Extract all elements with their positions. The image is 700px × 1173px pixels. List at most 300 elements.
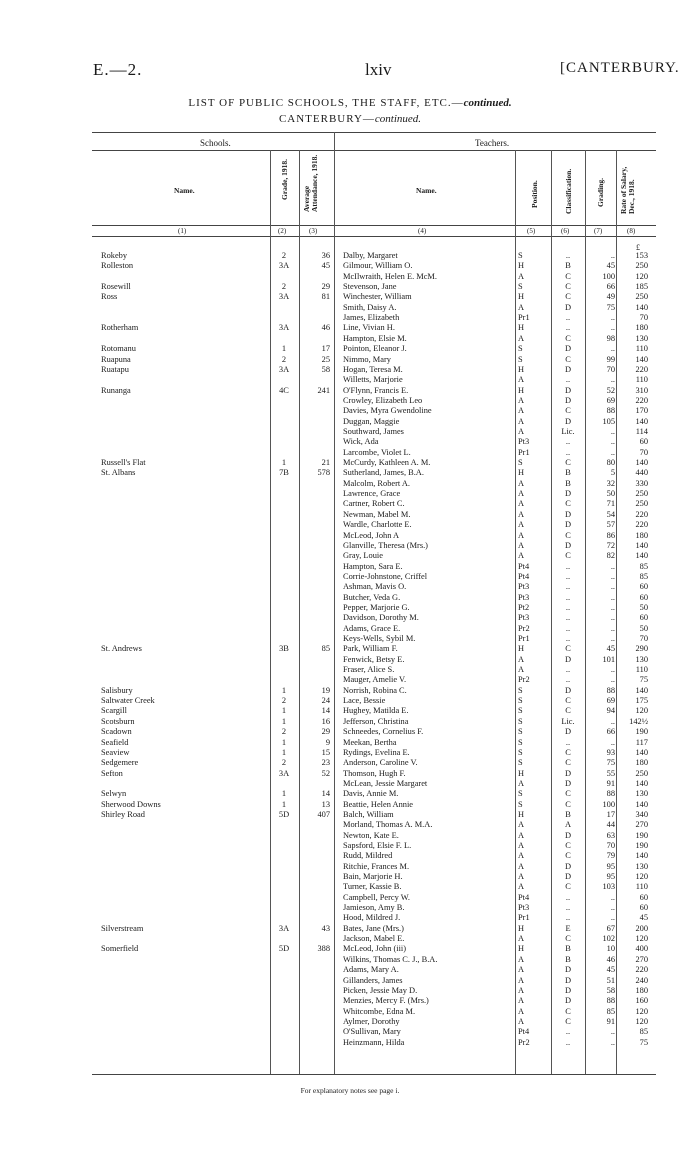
teacher-name: Sutherland, James, B.A. [343, 468, 424, 478]
salary-cell: 220 [635, 520, 648, 530]
classification-cell: E [565, 923, 571, 933]
table-row [0, 624, 700, 634]
table-row [0, 675, 700, 685]
teacher-name: Jackson, Mabel E. [343, 934, 405, 944]
grading-cell: 88 [606, 789, 615, 799]
classification-cell: .. [565, 592, 571, 602]
grading-cell: .. [610, 323, 615, 333]
teacher-name: McLeod, John (iii) [343, 944, 407, 954]
table-row [0, 334, 700, 344]
salary-cell: 160 [635, 996, 648, 1006]
grading-cell: .. [610, 613, 615, 623]
grading-cell: .. [610, 903, 615, 912]
classification-cell: D [564, 872, 572, 881]
table-row [0, 292, 700, 302]
salary-cell: 140 [635, 302, 648, 312]
classification-cell: D [564, 727, 572, 737]
table-row [0, 924, 700, 934]
table-row [0, 944, 700, 954]
teacher-name: Ashman, Mavis O. [343, 582, 407, 592]
school-name: Saltwater Creek [101, 696, 155, 705]
salary-cell: 140 [635, 354, 648, 364]
grading-cell: 66 [606, 282, 615, 292]
grading-cell: .. [610, 716, 615, 726]
table-row [0, 458, 700, 468]
teacher-name: Adams, Grace E. [343, 623, 401, 633]
classification-cell: B [565, 478, 571, 488]
salary-cell: 270 [635, 820, 648, 830]
classification-cell: C [565, 530, 571, 540]
table-row [0, 851, 700, 861]
position-cell: Pr1 [518, 634, 530, 643]
grade-cell: 1 [281, 799, 287, 809]
salary-cell: 130 [635, 789, 648, 799]
teacher-name: Aylmer, Dorothy [343, 1016, 400, 1026]
classification-cell: C [565, 333, 571, 343]
colnum-8: (8) [627, 227, 636, 235]
school-name: Runanga [101, 385, 131, 395]
salary-cell: 85 [639, 571, 648, 581]
position-cell: A [518, 478, 525, 488]
grading-cell: 10 [606, 944, 615, 954]
table-row [0, 800, 700, 810]
position-cell: H [518, 292, 525, 302]
position-cell: Pr2 [518, 623, 530, 633]
classification-cell: C [565, 458, 571, 467]
grading-cell: 93 [606, 747, 615, 757]
table-row [0, 644, 700, 654]
salary-cell: 120 [635, 706, 648, 716]
teacher-name: Nimmo, Mary [343, 354, 391, 364]
classification-cell: .. [565, 613, 571, 623]
position-cell: H [518, 468, 525, 478]
grading-cell: .. [610, 665, 615, 674]
grade-cell: 3A [278, 292, 290, 302]
teacher-name: Balch, William [343, 809, 394, 819]
grade-cell: 3A [278, 364, 290, 374]
grading-cell: 17 [606, 809, 615, 819]
teacher-name: Menzies, Mercy F. (Mrs.) [343, 996, 429, 1006]
classification-cell: .. [565, 903, 571, 912]
grading-cell: .. [610, 447, 615, 457]
col-salary [620, 154, 636, 214]
grading-cell: 75 [606, 758, 615, 768]
grading-cell: .. [610, 913, 615, 923]
salary-cell: 130 [635, 654, 648, 664]
table-row [0, 727, 700, 737]
salary-cell: 130 [635, 333, 648, 343]
attendance-cell: 17 [321, 344, 330, 354]
teacher-name: McLeod, John A [343, 530, 400, 540]
grade-cell: 2 [281, 354, 287, 364]
table-row [0, 593, 700, 603]
salary-cell: 290 [635, 644, 648, 654]
teacher-name: James, Elizabeth [343, 313, 400, 323]
classification-cell: .. [565, 675, 571, 685]
teacher-name: Lawrence, Grace [343, 489, 401, 498]
position-cell: Pr1 [518, 447, 530, 457]
teacher-name: Mauger, Amelie V. [343, 675, 407, 685]
teacher-name: Line, Vivian H. [343, 323, 395, 333]
salary-cell: 220 [635, 509, 648, 519]
attendance-cell: 85 [321, 644, 330, 654]
teacher-name: Hampton, Elsie M. [343, 333, 407, 343]
grading-cell: 46 [606, 954, 615, 964]
classification-cell: C [565, 354, 571, 364]
grading-cell: 58 [606, 985, 615, 995]
classification-cell: B [565, 944, 571, 954]
teacher-name: Fenwick, Betsy E. [343, 654, 405, 664]
salary-cell: 142½ [629, 716, 648, 726]
classification-cell: D [564, 302, 572, 312]
classification-cell: D [564, 395, 572, 405]
classification-cell: .. [565, 313, 571, 323]
salary-cell: 250 [635, 499, 648, 509]
classification-cell: C [565, 851, 571, 861]
table-row [0, 655, 700, 665]
position-cell: H [518, 944, 525, 954]
salary-cell: 140 [635, 458, 648, 467]
table-row [0, 976, 700, 986]
teacher-name: Lace, Bessie [343, 696, 386, 705]
table-row [0, 748, 700, 758]
grading-cell: 95 [606, 861, 615, 871]
table-row [0, 479, 700, 489]
table-row [0, 510, 700, 520]
salary-cell: 85 [639, 561, 648, 571]
classification-cell: .. [565, 375, 571, 385]
table-row [0, 541, 700, 551]
teacher-name: Gilmour, William O. [343, 261, 413, 271]
teacher-name: Gillanders, James [343, 975, 403, 985]
position-cell: A [518, 654, 525, 664]
grade-cell: 3A [278, 261, 290, 271]
position-cell: H [518, 323, 525, 333]
salary-cell: 330 [635, 478, 648, 488]
position-cell: S [518, 251, 523, 260]
classification-cell: .. [565, 737, 571, 747]
colnum-7: (7) [594, 227, 603, 235]
grading-cell: 98 [606, 333, 615, 343]
classification-cell: C [565, 747, 571, 757]
school-name: St. Albans [101, 468, 136, 478]
salary-cell: 180 [635, 758, 648, 768]
attendance-cell: 388 [317, 944, 330, 954]
salary-cell: 45 [639, 913, 648, 923]
position-cell: H [518, 809, 525, 819]
table-row [0, 1038, 700, 1048]
position-cell: A [518, 965, 525, 975]
teacher-name: Pepper, Marjorie G. [343, 602, 410, 612]
position-cell: S [518, 696, 523, 705]
grading-cell: 91 [606, 1016, 615, 1026]
salary-cell: 110 [635, 344, 648, 354]
table-row [0, 810, 700, 820]
grading-cell: .. [610, 426, 615, 436]
classification-cell: .. [565, 1027, 571, 1037]
position-cell: A [518, 551, 525, 561]
position-cell: A [518, 851, 525, 861]
salary-cell: 220 [635, 965, 648, 975]
classification-cell: D [564, 654, 572, 664]
grading-cell: 94 [606, 706, 615, 716]
classification-cell: C [565, 1016, 571, 1026]
classification-cell: .. [565, 571, 571, 581]
grade-cell: 2 [281, 696, 287, 705]
school-name: Rolleston [101, 261, 134, 271]
position-cell: A [518, 820, 525, 830]
grading-cell: .. [610, 561, 615, 571]
position-cell: S [518, 747, 523, 757]
grading-cell: .. [610, 737, 615, 747]
table-row [0, 531, 700, 541]
position-cell: A [518, 302, 525, 312]
grading-cell: 99 [606, 354, 615, 364]
classification-cell: C [565, 934, 571, 944]
grading-cell: 66 [606, 727, 615, 737]
grading-cell: 45 [606, 261, 615, 271]
subtitle-continued: continued. [374, 113, 422, 125]
col-attendance-text: Average Attendance, 1918. [302, 154, 319, 212]
salary-cell: 185 [635, 282, 648, 292]
position-cell: S [518, 282, 523, 292]
position-cell: Pt3 [518, 437, 530, 447]
grade-cell: 2 [281, 282, 287, 292]
classification-cell: B [565, 809, 571, 819]
position-cell: Pr2 [518, 675, 530, 685]
classification-cell: D [564, 965, 572, 975]
teacher-name: Glanville, Theresa (Mrs.) [343, 540, 428, 550]
school-name: St. Andrews [101, 644, 142, 654]
district-label: [CANTERBURY. [560, 60, 680, 76]
classification-cell: D [564, 768, 572, 778]
salary-cell: 200 [635, 923, 648, 933]
grading-cell: 101 [602, 654, 615, 664]
attendance-cell: 29 [321, 727, 330, 737]
grading-cell: 100 [602, 271, 615, 281]
classification-cell: A [564, 820, 572, 830]
teacher-name: Thomson, Hugh F. [343, 768, 406, 778]
classification-cell: .. [565, 623, 571, 633]
teacher-name: O'Sullivan, Mary [343, 1027, 401, 1037]
col-classification: Classification. [564, 168, 573, 214]
school-name: Russell's Flat [101, 458, 146, 467]
salary-cell: 110 [635, 665, 648, 674]
position-cell: H [518, 644, 525, 654]
grading-cell: 91 [606, 778, 615, 788]
teacher-name: Cartner, Robert C. [343, 499, 405, 509]
salary-cell: 140 [635, 685, 648, 695]
classification-cell: .. [565, 634, 571, 643]
grading-cell: 86 [606, 530, 615, 540]
position-cell: H [518, 385, 525, 395]
classification-cell: .. [565, 665, 571, 674]
grading-cell: 70 [606, 840, 615, 850]
table-row [0, 769, 700, 779]
salary-cell: 114 [635, 426, 648, 436]
grading-cell: .. [610, 623, 615, 633]
table-row [0, 717, 700, 727]
table-row [0, 613, 700, 623]
teacher-name: Larcombe, Violet L. [343, 447, 411, 457]
position-cell: S [518, 685, 523, 695]
classification-cell: D [564, 540, 572, 550]
title-main: LIST OF PUBLIC SCHOOLS, THE STAFF, ETC.— [188, 97, 464, 109]
grading-cell: .. [610, 582, 615, 592]
table-row [0, 903, 700, 913]
teacher-name: Pointon, Eleanor J. [343, 344, 407, 354]
classification-cell: C [565, 282, 571, 292]
grading-cell: .. [610, 251, 615, 260]
classification-cell: C [565, 551, 571, 561]
salary-cell: 120 [635, 872, 648, 881]
table-row [0, 706, 700, 716]
attendance-cell: 45 [321, 261, 330, 271]
table-row [0, 893, 700, 903]
position-cell: S [518, 458, 523, 467]
position-cell: Pr1 [518, 913, 530, 923]
table-row [0, 448, 700, 458]
salary-cell: 310 [635, 385, 648, 395]
attendance-cell: 241 [317, 385, 330, 395]
position-cell: A [518, 840, 525, 850]
position-cell: Pr2 [518, 1037, 530, 1047]
title-continued: continued. [463, 97, 512, 109]
table-row [0, 934, 700, 944]
salary-cell: 60 [639, 903, 648, 912]
teacher-name: Hughey, Matilda E. [343, 706, 409, 716]
salary-cell: 240 [635, 975, 648, 985]
grading-cell: 69 [606, 696, 615, 705]
teacher-name: Adams, Mary A. [343, 965, 399, 975]
teacher-name: Gray, Louie [343, 551, 383, 561]
salary-cell: 85 [639, 1027, 648, 1037]
table-row [0, 738, 700, 748]
position-cell: Pt4 [518, 571, 530, 581]
classification-cell: Lic. [561, 716, 575, 726]
attendance-cell: 52 [321, 768, 330, 778]
grading-cell: .. [610, 602, 615, 612]
grading-cell: 88 [606, 685, 615, 695]
teacher-name: Norrish, Robina C. [343, 685, 407, 695]
position-cell: S [518, 758, 523, 768]
salary-cell: 220 [635, 364, 648, 374]
grading-cell: 52 [606, 385, 615, 395]
classification-cell: .. [565, 1037, 571, 1047]
table-row [0, 375, 700, 385]
subtitle-main: CANTERBURY— [278, 113, 375, 125]
grading-cell: 50 [606, 489, 615, 498]
table-row [0, 1027, 700, 1037]
table-row [0, 282, 700, 292]
salary-cell: 250 [635, 768, 648, 778]
teacher-name: Newton, Kate E. [343, 830, 399, 840]
position-cell: A [518, 395, 525, 405]
salary-cell: 60 [639, 892, 648, 902]
position-cell: A [518, 426, 525, 436]
salary-cell: 250 [635, 489, 648, 498]
school-name: Shirley Road [101, 809, 145, 819]
table-row [0, 758, 700, 768]
position-cell: A [518, 520, 525, 530]
attendance-cell: 29 [321, 282, 330, 292]
teacher-name: Hood, Mildred J. [343, 913, 401, 923]
position-cell: S [518, 706, 523, 716]
position-cell: Pt2 [518, 602, 530, 612]
school-name: Seaview [101, 747, 130, 757]
classification-cell: D [564, 830, 572, 840]
teacher-name: Ritchie, Frances M. [343, 861, 410, 871]
position-cell: A [518, 1016, 525, 1026]
salary-cell: 190 [635, 727, 648, 737]
school-name: Rokeby [101, 251, 128, 260]
position-cell: A [518, 985, 525, 995]
salary-cell: 270 [635, 954, 648, 964]
salary-cell: 120 [635, 271, 648, 281]
table-row [0, 872, 700, 882]
teacher-name: Stevenson, Jane [343, 282, 397, 292]
teacher-name: Corrie-Johnstone, Criffel [343, 571, 428, 581]
salary-cell: 250 [635, 261, 648, 271]
position-cell: A [518, 489, 525, 498]
position-cell: H [518, 768, 525, 778]
classification-cell: C [565, 499, 571, 509]
grade-cell: 2 [281, 727, 287, 737]
teacher-name: Butcher, Veda G. [343, 592, 401, 602]
classification-cell: C [565, 292, 571, 302]
grading-cell: 63 [606, 830, 615, 840]
table-row [0, 665, 700, 675]
table-row [0, 572, 700, 582]
grading-cell: 75 [606, 302, 615, 312]
grading-cell: 70 [606, 364, 615, 374]
table-row [0, 427, 700, 437]
col-grading: Grading. [596, 178, 605, 207]
attendance-cell: 23 [321, 758, 330, 768]
attendance-cell: 81 [321, 292, 330, 302]
grading-cell: .. [610, 634, 615, 643]
position-cell: S [518, 727, 523, 737]
salary-symbol: £ [636, 243, 640, 252]
classification-cell: C [565, 758, 571, 768]
salary-cell: 70 [639, 634, 648, 643]
group-rule [92, 150, 656, 151]
salary-cell: 50 [639, 623, 648, 633]
attendance-cell: 14 [321, 706, 330, 716]
attendance-cell: 25 [321, 354, 330, 364]
teacher-name: McCurdy, Kathleen A. M. [343, 458, 431, 467]
table-row [0, 344, 700, 354]
position-cell: A [518, 406, 525, 416]
grading-cell: 51 [606, 975, 615, 985]
grading-cell: 57 [606, 520, 615, 530]
table-row [0, 437, 700, 447]
classification-cell: C [565, 644, 571, 654]
grade-cell: 3A [278, 923, 290, 933]
classification-cell: C [565, 696, 571, 705]
classification-cell: D [564, 364, 572, 374]
teacher-name: Southward, James [343, 426, 404, 436]
salary-cell: 70 [639, 313, 648, 323]
table-row [0, 261, 700, 271]
position-cell: Pt3 [518, 613, 530, 623]
teacher-name: Dalby, Margaret [343, 251, 398, 260]
position-cell: Pt3 [518, 592, 530, 602]
position-cell: A [518, 509, 525, 519]
position-cell: A [518, 499, 525, 509]
teacher-name: Whitcombe, Edna M. [343, 1006, 416, 1016]
col-position: Position. [530, 180, 539, 208]
